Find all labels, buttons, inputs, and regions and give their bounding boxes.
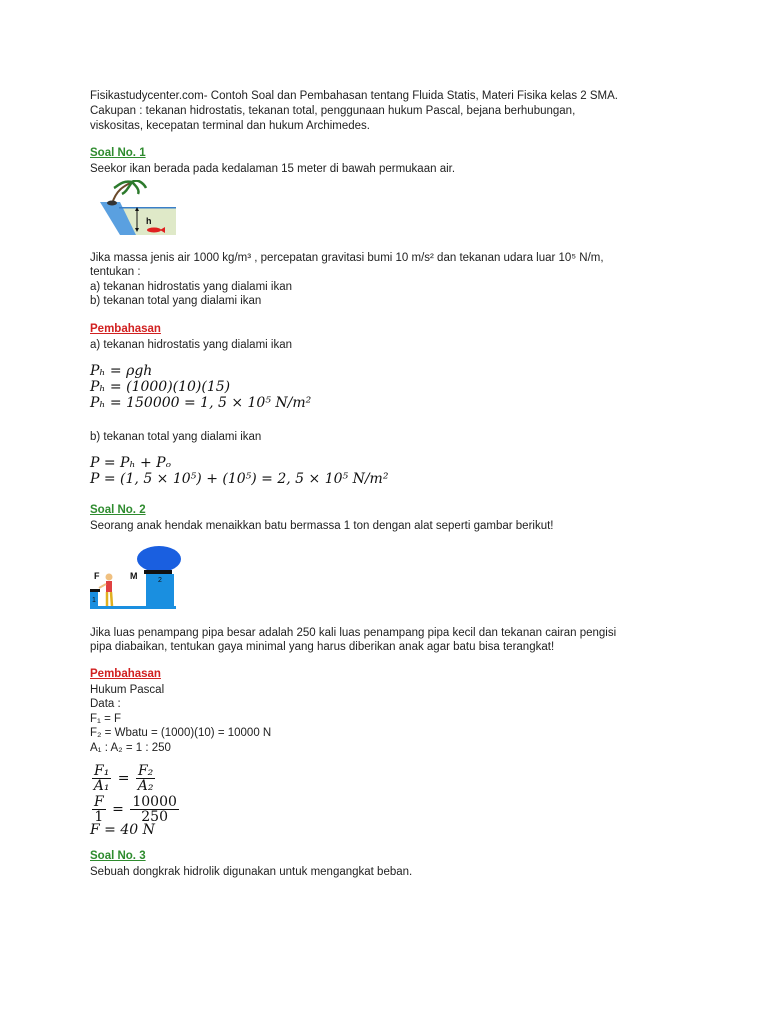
mass-label: M [130, 571, 138, 581]
equation-pascal-ratio: $\frac{\text{F₁}}{\text{A₁}}$ = $\frac{\text{F₂}}{\text{A₂}}$ [93, 763, 154, 794]
frac-f-den: 1 [94, 809, 104, 825]
soal-2-text: Seorang anak hendak menaikkan batu bermassa 1 ton dengan alat seperti gambar berikut! [90, 520, 554, 532]
soal-1-text: Seekor ikan berada pada kedalaman 15 meter di bawah permukaan air. [90, 163, 456, 175]
frac-f2-num: F₂ [137, 763, 154, 779]
frac-250-den: 250 [141, 809, 168, 825]
soal-1-question-2: tentukan : [90, 266, 141, 278]
pembahasan-1-heading: Pembahasan [90, 323, 161, 335]
boulder [137, 546, 181, 572]
equation-total-result: P = (1, 5 × 10⁵) + (10⁵) = 2, 5 × 10⁵ N/m² [90, 471, 389, 487]
frac-f2-den: A₂ [137, 778, 154, 794]
hydraulic-lift-figure [88, 544, 184, 610]
force-label: F [94, 571, 100, 581]
data-area-ratio: A₁ : A₂ = 1 : 250 [90, 742, 171, 754]
pipe-1-label: 1 [92, 597, 96, 604]
intro-line-3: viskositas, kecepatan terminal dan hukum Archimedes. [90, 120, 370, 132]
equation-pascal-substitution: $\frac{F}{1}$ = $\frac{10000}{250}$ [94, 794, 177, 825]
frac-f1-num: F₁ [94, 763, 110, 779]
soal-1-heading: Soal No. 1 [90, 147, 146, 159]
soal-1-question-a: a) tekanan hidrostatis yang dialami ikan [90, 281, 293, 293]
frac-f-num: F [94, 794, 104, 810]
boat [107, 201, 117, 206]
depth-label: h [146, 216, 152, 226]
equation-ph-rho-g-h: Pₕ = ρgh [90, 363, 153, 379]
equation-total-pressure: P = Pₕ + Pₒ [90, 455, 171, 471]
equation-ph-substitution: Pₕ = (1000)(10)(15) [90, 379, 231, 395]
pembahasan-1-b: b) tekanan total yang dialami ikan [90, 431, 262, 443]
data-label: Data : [90, 698, 121, 710]
small-piston [90, 589, 100, 592]
pembahasan-2-heading: Pembahasan [90, 668, 161, 680]
soal-1-question-b: b) tekanan total yang dialami ikan [90, 295, 262, 307]
intro-line-1: Fisikastudycenter.com- Contoh Soal dan Pembahasan tentang Fluida Statis, Materi Fisika kelas 2 SMA. [90, 90, 618, 102]
soal-3-heading: Soal No. 3 [90, 850, 146, 862]
data-f1: F₁ = F [90, 713, 122, 725]
fish [147, 228, 161, 233]
equation-ph-result: Pₕ = 150000 = 1, 5 × 10⁵ N/m² [90, 395, 312, 411]
large-piston [144, 570, 172, 574]
pipe-2-label: 2 [158, 577, 162, 584]
intro-line-2: Cakupan : tekanan hidrostatis, tekanan total, penggunaan hukum Pascal, bejana berhubungan, [90, 105, 576, 117]
soal-1-question-1: Jika massa jenis air 1000 kg/m³ , percepatan gravitasi bumi 10 m/s² dan tekanan udara luar 10⁵ N/m, [90, 252, 604, 264]
soal-2-question-1: Jika luas penampang pipa besar adalah 250 kali luas penampang pipa kecil dan tekanan cairan pengisi [90, 627, 617, 639]
data-f2: F₂ = Wbatu = (1000)(10) = 10000 N [90, 727, 272, 739]
hukum-pascal-label: Hukum Pascal [90, 684, 165, 696]
frac-10000-num: 10000 [132, 794, 177, 810]
soal-2-heading: Soal No. 2 [90, 504, 146, 516]
pembahasan-1-a: a) tekanan hidrostatis yang dialami ikan [90, 339, 293, 351]
soal-3-text: Sebuah dongkrak hidrolik digunakan untuk mengangkat beban. [90, 866, 413, 878]
child [106, 574, 113, 581]
soal-2-question-2: pipa diabaikan, tentukan gaya minimal yang harus diberikan anak agar batu bisa terangkat! [90, 641, 555, 653]
equation-force-result: F = 40 N [90, 822, 155, 838]
fish-depth-figure [92, 180, 180, 238]
frac-f1-den: A₁ [93, 778, 110, 794]
